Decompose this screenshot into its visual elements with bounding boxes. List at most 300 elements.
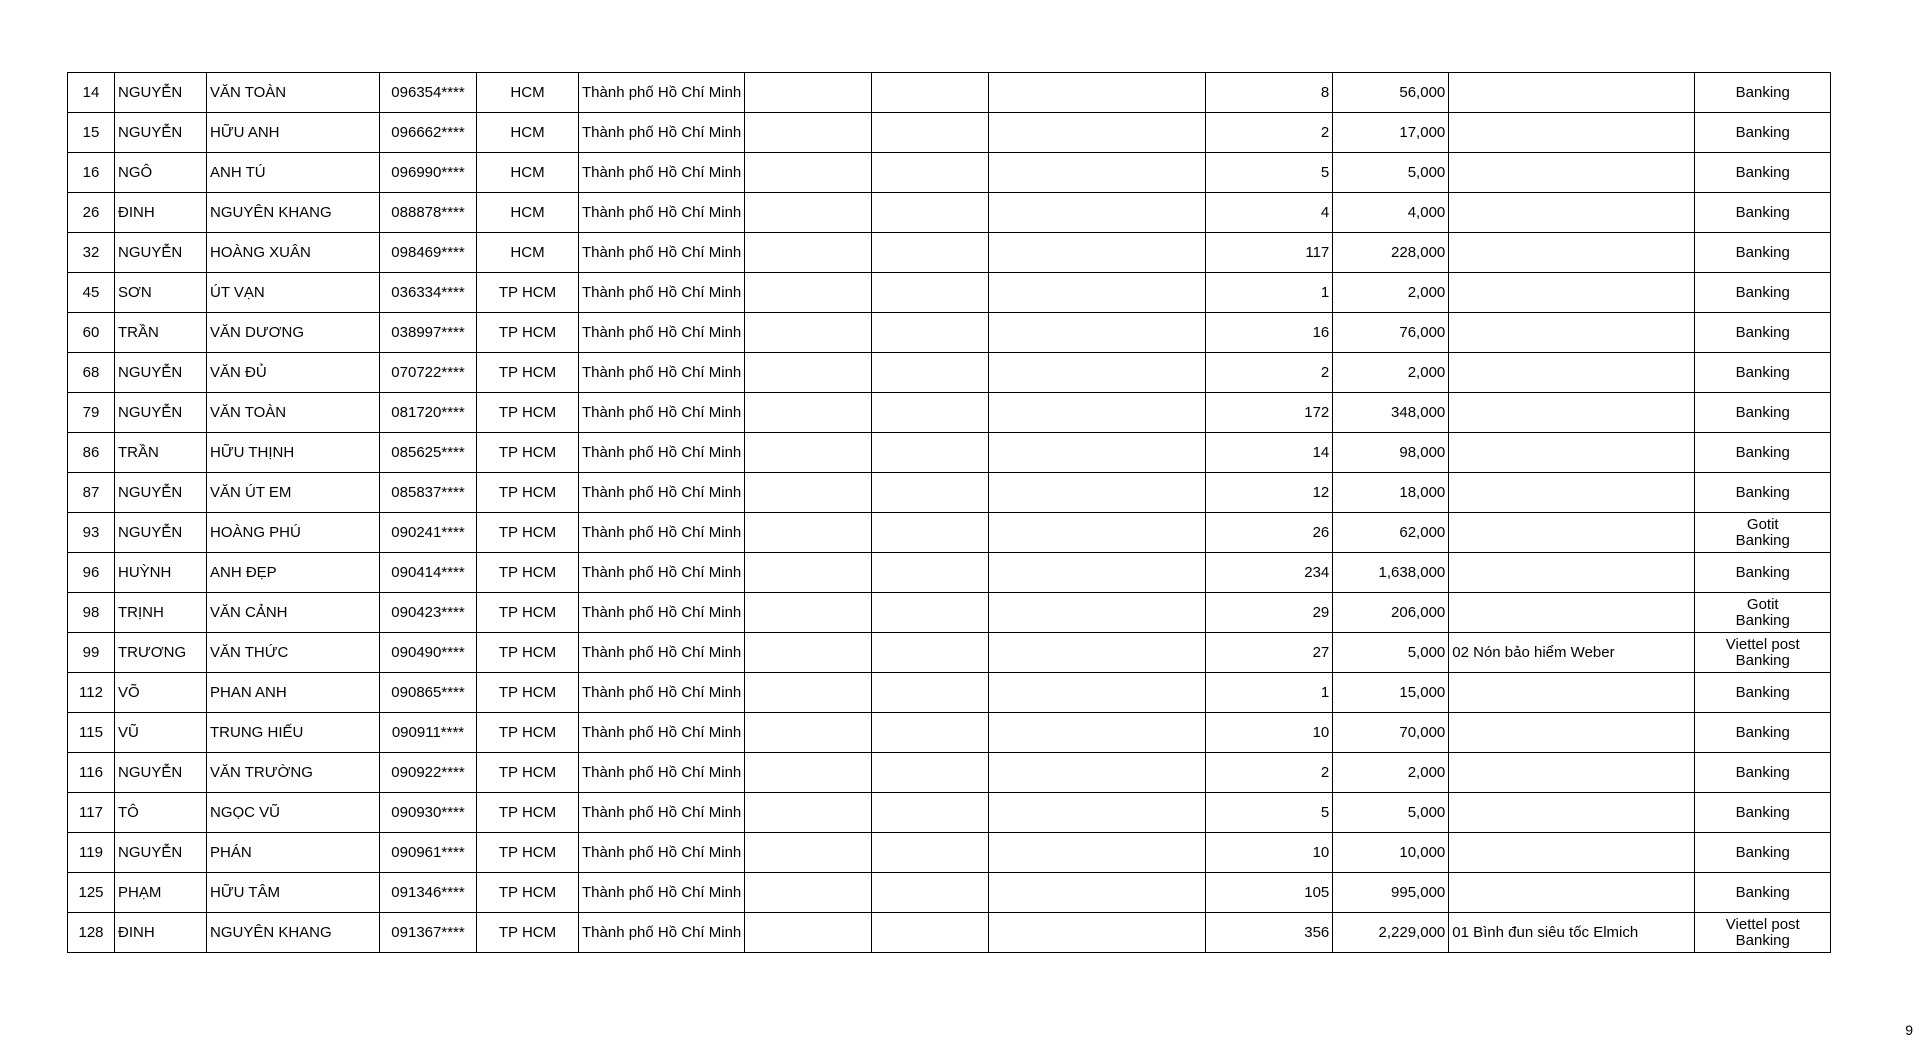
cell-blank-1 [745, 633, 872, 673]
payment-method: Banking [1735, 763, 1790, 781]
payment-method: Banking [1735, 531, 1790, 549]
cell-thanh-toan [1695, 873, 1831, 913]
cell-stt: 115 [68, 713, 115, 753]
cell-thanh-pho: Thành phố Hồ Chí Minh [579, 913, 745, 953]
page-number: 9 [1905, 1022, 1913, 1038]
cell-so-luong: 29 [1206, 593, 1333, 633]
table-row [68, 193, 1831, 233]
cell-ten: VĂN CẢNH [207, 593, 380, 633]
cell-so-tien: 2,229,000 [1333, 913, 1449, 953]
payment-method: Banking [1735, 163, 1790, 181]
cell-qua-tang [1449, 753, 1695, 793]
cell-blank-1 [745, 753, 872, 793]
cell-blank-2 [872, 113, 989, 153]
cell-ten: VĂN ĐỦ [207, 353, 380, 393]
cell-thanh-toan [1695, 713, 1831, 753]
cell-so-tien: 995,000 [1333, 873, 1449, 913]
cell-phone: 090922**** [380, 753, 477, 793]
cell-blank-1 [745, 233, 872, 273]
cell-stt: 32 [68, 233, 115, 273]
cell-so-tien: 18,000 [1333, 473, 1449, 513]
cell-ho: TÔ [115, 793, 207, 833]
cell-ten: NGUYÊN KHANG [207, 193, 380, 233]
table-row [68, 633, 1831, 673]
cell-blank-2 [872, 833, 989, 873]
payment-method: Banking [1735, 283, 1790, 301]
cell-phone: 090490**** [380, 633, 477, 673]
cell-blank-3 [989, 713, 1206, 753]
cell-ten: VĂN ÚT EM [207, 473, 380, 513]
cell-thanh-toan [1695, 353, 1831, 393]
cell-tinh: TP HCM [477, 873, 579, 913]
payment-method: Gotit [1746, 595, 1779, 613]
cell-so-luong: 26 [1206, 513, 1333, 553]
cell-blank-1 [745, 873, 872, 913]
cell-tinh: HCM [477, 233, 579, 273]
cell-so-luong: 12 [1206, 473, 1333, 513]
cell-blank-2 [872, 593, 989, 633]
cell-blank-1 [745, 593, 872, 633]
cell-ten: ANH TÚ [207, 153, 380, 193]
cell-thanh-pho: Thành phố Hồ Chí Minh [579, 233, 745, 273]
cell-blank-3 [989, 113, 1206, 153]
cell-qua-tang [1449, 193, 1695, 233]
cell-blank-2 [872, 793, 989, 833]
cell-so-tien: 56,000 [1333, 73, 1449, 113]
cell-blank-1 [745, 433, 872, 473]
cell-thanh-toan [1695, 153, 1831, 193]
cell-blank-1 [745, 313, 872, 353]
cell-thanh-toan [1695, 673, 1831, 713]
cell-so-luong: 2 [1206, 353, 1333, 393]
cell-thanh-toan [1695, 793, 1831, 833]
cell-so-tien: 62,000 [1333, 513, 1449, 553]
cell-so-tien: 17,000 [1333, 113, 1449, 153]
cell-tinh: TP HCM [477, 793, 579, 833]
cell-thanh-pho: Thành phố Hồ Chí Minh [579, 433, 745, 473]
cell-thanh-pho: Thành phố Hồ Chí Minh [579, 193, 745, 233]
cell-stt: 14 [68, 73, 115, 113]
cell-qua-tang [1449, 233, 1695, 273]
cell-so-luong: 5 [1206, 153, 1333, 193]
payment-method: Banking [1735, 443, 1790, 461]
cell-blank-1 [745, 273, 872, 313]
cell-blank-2 [872, 153, 989, 193]
cell-phone: 090961**** [380, 833, 477, 873]
cell-stt: 86 [68, 433, 115, 473]
cell-thanh-toan [1695, 513, 1831, 553]
cell-thanh-toan [1695, 113, 1831, 153]
table-row [68, 513, 1831, 553]
cell-thanh-pho: Thành phố Hồ Chí Minh [579, 793, 745, 833]
cell-blank-2 [872, 273, 989, 313]
cell-blank-2 [872, 633, 989, 673]
table-row [68, 153, 1831, 193]
cell-thanh-toan [1695, 313, 1831, 353]
cell-phone: 090911**** [380, 713, 477, 753]
cell-thanh-pho: Thành phố Hồ Chí Minh [579, 833, 745, 873]
cell-blank-1 [745, 833, 872, 873]
cell-blank-1 [745, 473, 872, 513]
cell-thanh-toan [1695, 593, 1831, 633]
cell-tinh: TP HCM [477, 273, 579, 313]
table-row [68, 593, 1831, 633]
winners-table [67, 72, 1831, 953]
table-row [68, 313, 1831, 353]
cell-so-luong: 117 [1206, 233, 1333, 273]
cell-qua-tang [1449, 593, 1695, 633]
cell-phone: 091346**** [380, 873, 477, 913]
cell-blank-1 [745, 553, 872, 593]
cell-stt: 45 [68, 273, 115, 313]
cell-so-luong: 10 [1206, 833, 1333, 873]
table-row [68, 753, 1831, 793]
cell-blank-2 [872, 353, 989, 393]
cell-blank-1 [745, 913, 872, 953]
cell-thanh-pho: Thành phố Hồ Chí Minh [579, 633, 745, 673]
cell-qua-tang [1449, 873, 1695, 913]
cell-blank-2 [872, 433, 989, 473]
cell-blank-3 [989, 433, 1206, 473]
cell-so-tien: 15,000 [1333, 673, 1449, 713]
cell-blank-3 [989, 353, 1206, 393]
cell-thanh-toan [1695, 433, 1831, 473]
cell-ho: NGUYỄN [115, 473, 207, 513]
cell-tinh: TP HCM [477, 473, 579, 513]
cell-tinh: HCM [477, 153, 579, 193]
cell-qua-tang: 01 Bình đun siêu tốc Elmich [1449, 913, 1695, 953]
cell-blank-3 [989, 753, 1206, 793]
cell-stt: 116 [68, 753, 115, 793]
payment-method: Banking [1735, 363, 1790, 381]
cell-so-tien: 1,638,000 [1333, 553, 1449, 593]
cell-thanh-toan [1695, 393, 1831, 433]
cell-phone: 085837**** [380, 473, 477, 513]
table-row [68, 393, 1831, 433]
cell-blank-3 [989, 313, 1206, 353]
cell-ho: ĐINH [115, 193, 207, 233]
cell-so-tien: 5,000 [1333, 153, 1449, 193]
cell-ho: NGUYỄN [115, 393, 207, 433]
cell-blank-1 [745, 153, 872, 193]
payment-method: Banking [1735, 403, 1790, 421]
cell-so-luong: 356 [1206, 913, 1333, 953]
cell-stt: 125 [68, 873, 115, 913]
cell-phone: 088878**** [380, 193, 477, 233]
cell-so-tien: 2,000 [1333, 273, 1449, 313]
cell-so-tien: 2,000 [1333, 753, 1449, 793]
table-row [68, 673, 1831, 713]
cell-stt: 26 [68, 193, 115, 233]
cell-so-tien: 70,000 [1333, 713, 1449, 753]
table-row [68, 473, 1831, 513]
cell-so-luong: 5 [1206, 793, 1333, 833]
cell-thanh-pho: Thành phố Hồ Chí Minh [579, 273, 745, 313]
cell-ho: NGUYỄN [115, 353, 207, 393]
cell-blank-1 [745, 393, 872, 433]
cell-so-luong: 2 [1206, 753, 1333, 793]
cell-tinh: TP HCM [477, 513, 579, 553]
cell-tinh: TP HCM [477, 433, 579, 473]
cell-so-luong: 10 [1206, 713, 1333, 753]
cell-tinh: HCM [477, 193, 579, 233]
cell-blank-3 [989, 393, 1206, 433]
cell-thanh-pho: Thành phố Hồ Chí Minh [579, 153, 745, 193]
cell-blank-1 [745, 713, 872, 753]
cell-qua-tang [1449, 313, 1695, 353]
cell-blank-3 [989, 73, 1206, 113]
cell-phone: 090414**** [380, 553, 477, 593]
cell-blank-3 [989, 553, 1206, 593]
table-row [68, 113, 1831, 153]
payment-method: Banking [1735, 883, 1790, 901]
payment-method: Banking [1735, 323, 1790, 341]
cell-blank-3 [989, 233, 1206, 273]
cell-ten: HOÀNG PHÚ [207, 513, 380, 553]
cell-stt: 68 [68, 353, 115, 393]
cell-tinh: TP HCM [477, 393, 579, 433]
cell-blank-3 [989, 473, 1206, 513]
cell-so-luong: 4 [1206, 193, 1333, 233]
cell-so-tien: 348,000 [1333, 393, 1449, 433]
cell-tinh: TP HCM [477, 633, 579, 673]
cell-stt: 16 [68, 153, 115, 193]
cell-blank-2 [872, 553, 989, 593]
cell-blank-2 [872, 913, 989, 953]
cell-tinh: HCM [477, 73, 579, 113]
cell-stt: 98 [68, 593, 115, 633]
cell-so-tien: 206,000 [1333, 593, 1449, 633]
cell-thanh-pho: Thành phố Hồ Chí Minh [579, 313, 745, 353]
payment-method: Banking [1735, 651, 1790, 669]
cell-stt: 60 [68, 313, 115, 353]
payment-method: Banking [1735, 483, 1790, 501]
payment-method: Banking [1735, 243, 1790, 261]
cell-ho: NGUYỄN [115, 753, 207, 793]
cell-qua-tang [1449, 73, 1695, 113]
cell-ho: VÕ [115, 673, 207, 713]
cell-thanh-toan [1695, 73, 1831, 113]
cell-stt: 87 [68, 473, 115, 513]
cell-blank-2 [872, 313, 989, 353]
cell-blank-1 [745, 353, 872, 393]
cell-phone: 085625**** [380, 433, 477, 473]
cell-ho: TRẦN [115, 433, 207, 473]
cell-so-luong: 105 [1206, 873, 1333, 913]
cell-phone: 070722**** [380, 353, 477, 393]
cell-thanh-toan [1695, 553, 1831, 593]
table-row [68, 233, 1831, 273]
cell-phone: 096354**** [380, 73, 477, 113]
cell-so-tien: 4,000 [1333, 193, 1449, 233]
cell-qua-tang [1449, 513, 1695, 553]
cell-blank-2 [872, 473, 989, 513]
cell-so-tien: 76,000 [1333, 313, 1449, 353]
cell-ho: NGUYỄN [115, 73, 207, 113]
cell-so-luong: 172 [1206, 393, 1333, 433]
cell-stt: 117 [68, 793, 115, 833]
cell-thanh-toan [1695, 633, 1831, 673]
cell-thanh-pho: Thành phố Hồ Chí Minh [579, 873, 745, 913]
payment-method: Banking [1735, 83, 1790, 101]
table-body [68, 73, 1831, 953]
cell-blank-3 [989, 873, 1206, 913]
cell-phone: 081720**** [380, 393, 477, 433]
cell-ho: NGUYỄN [115, 233, 207, 273]
cell-so-luong: 2 [1206, 113, 1333, 153]
cell-ten: VĂN TRƯỜNG [207, 753, 380, 793]
payment-method: Banking [1735, 123, 1790, 141]
cell-phone: 096990**** [380, 153, 477, 193]
cell-blank-2 [872, 233, 989, 273]
cell-qua-tang [1449, 553, 1695, 593]
cell-tinh: TP HCM [477, 313, 579, 353]
payment-method: Viettel post [1725, 915, 1800, 933]
cell-ten: HOÀNG XUÂN [207, 233, 380, 273]
cell-phone: 096662**** [380, 113, 477, 153]
cell-so-luong: 27 [1206, 633, 1333, 673]
cell-blank-3 [989, 153, 1206, 193]
cell-ho: NGUYỄN [115, 113, 207, 153]
cell-thanh-pho: Thành phố Hồ Chí Minh [579, 753, 745, 793]
cell-thanh-pho: Thành phố Hồ Chí Minh [579, 553, 745, 593]
cell-tinh: TP HCM [477, 673, 579, 713]
payment-method: Gotit [1746, 515, 1779, 533]
cell-ho: NGÔ [115, 153, 207, 193]
cell-tinh: TP HCM [477, 753, 579, 793]
cell-blank-3 [989, 513, 1206, 553]
cell-ten: VĂN DƯƠNG [207, 313, 380, 353]
cell-thanh-pho: Thành phố Hồ Chí Minh [579, 393, 745, 433]
cell-ho: SƠN [115, 273, 207, 313]
cell-blank-3 [989, 633, 1206, 673]
cell-qua-tang [1449, 433, 1695, 473]
cell-stt: 99 [68, 633, 115, 673]
cell-ho: TRỊNH [115, 593, 207, 633]
cell-qua-tang [1449, 473, 1695, 513]
cell-phone: 098469**** [380, 233, 477, 273]
cell-ho: NGUYỄN [115, 513, 207, 553]
cell-stt: 112 [68, 673, 115, 713]
cell-ten: HỮU ANH [207, 113, 380, 153]
cell-ho: TRƯƠNG [115, 633, 207, 673]
cell-ten: VĂN TOÀN [207, 393, 380, 433]
payment-method: Banking [1735, 563, 1790, 581]
cell-qua-tang: 02 Nón bảo hiểm Weber [1449, 633, 1695, 673]
cell-phone: 090241**** [380, 513, 477, 553]
cell-blank-2 [872, 73, 989, 113]
cell-tinh: TP HCM [477, 713, 579, 753]
cell-thanh-pho: Thành phố Hồ Chí Minh [579, 673, 745, 713]
cell-qua-tang [1449, 393, 1695, 433]
table-row [68, 793, 1831, 833]
table-row [68, 873, 1831, 913]
cell-so-luong: 1 [1206, 273, 1333, 313]
cell-blank-1 [745, 73, 872, 113]
cell-phone: 036334**** [380, 273, 477, 313]
cell-phone: 091367**** [380, 913, 477, 953]
cell-blank-3 [989, 273, 1206, 313]
cell-thanh-pho: Thành phố Hồ Chí Minh [579, 113, 745, 153]
cell-blank-2 [872, 673, 989, 713]
cell-blank-2 [872, 753, 989, 793]
cell-so-tien: 5,000 [1333, 793, 1449, 833]
cell-blank-1 [745, 513, 872, 553]
cell-tinh: TP HCM [477, 553, 579, 593]
cell-ten: PHAN ANH [207, 673, 380, 713]
cell-ten: ANH ĐẸP [207, 553, 380, 593]
cell-phone: 090423**** [380, 593, 477, 633]
cell-blank-3 [989, 593, 1206, 633]
cell-qua-tang [1449, 793, 1695, 833]
cell-qua-tang [1449, 713, 1695, 753]
cell-blank-3 [989, 913, 1206, 953]
cell-ten: NGỌC VŨ [207, 793, 380, 833]
cell-tinh: HCM [477, 113, 579, 153]
cell-so-tien: 10,000 [1333, 833, 1449, 873]
cell-thanh-toan [1695, 833, 1831, 873]
cell-qua-tang [1449, 113, 1695, 153]
cell-thanh-toan [1695, 273, 1831, 313]
cell-tinh: TP HCM [477, 353, 579, 393]
table-row [68, 553, 1831, 593]
cell-blank-2 [872, 393, 989, 433]
cell-ten: PHÁN [207, 833, 380, 873]
cell-phone: 090865**** [380, 673, 477, 713]
cell-blank-1 [745, 673, 872, 713]
payment-method: Banking [1735, 611, 1790, 629]
cell-thanh-toan [1695, 473, 1831, 513]
table-row [68, 273, 1831, 313]
cell-stt: 15 [68, 113, 115, 153]
cell-stt: 128 [68, 913, 115, 953]
cell-ten: NGUYÊN KHANG [207, 913, 380, 953]
cell-ten: VĂN THỨC [207, 633, 380, 673]
cell-thanh-pho: Thành phố Hồ Chí Minh [579, 353, 745, 393]
cell-ho: NGUYỄN [115, 833, 207, 873]
cell-thanh-toan [1695, 193, 1831, 233]
cell-thanh-toan [1695, 753, 1831, 793]
payment-method: Banking [1735, 843, 1790, 861]
payment-method: Banking [1735, 723, 1790, 741]
cell-blank-2 [872, 513, 989, 553]
cell-ho: TRẦN [115, 313, 207, 353]
cell-thanh-pho: Thành phố Hồ Chí Minh [579, 513, 745, 553]
cell-blank-2 [872, 713, 989, 753]
cell-so-tien: 2,000 [1333, 353, 1449, 393]
cell-ten: VĂN TOÀN [207, 73, 380, 113]
cell-blank-1 [745, 193, 872, 233]
cell-so-tien: 228,000 [1333, 233, 1449, 273]
cell-so-tien: 5,000 [1333, 633, 1449, 673]
table-row [68, 713, 1831, 753]
cell-qua-tang [1449, 353, 1695, 393]
cell-blank-3 [989, 193, 1206, 233]
cell-qua-tang [1449, 153, 1695, 193]
cell-ho: ĐINH [115, 913, 207, 953]
cell-blank-3 [989, 833, 1206, 873]
cell-so-luong: 14 [1206, 433, 1333, 473]
cell-ten: HỮU TÂM [207, 873, 380, 913]
cell-so-luong: 8 [1206, 73, 1333, 113]
cell-tinh: TP HCM [477, 833, 579, 873]
cell-thanh-pho: Thành phố Hồ Chí Minh [579, 713, 745, 753]
table-row [68, 913, 1831, 953]
cell-qua-tang [1449, 833, 1695, 873]
cell-blank-3 [989, 793, 1206, 833]
cell-so-luong: 234 [1206, 553, 1333, 593]
cell-thanh-toan [1695, 233, 1831, 273]
